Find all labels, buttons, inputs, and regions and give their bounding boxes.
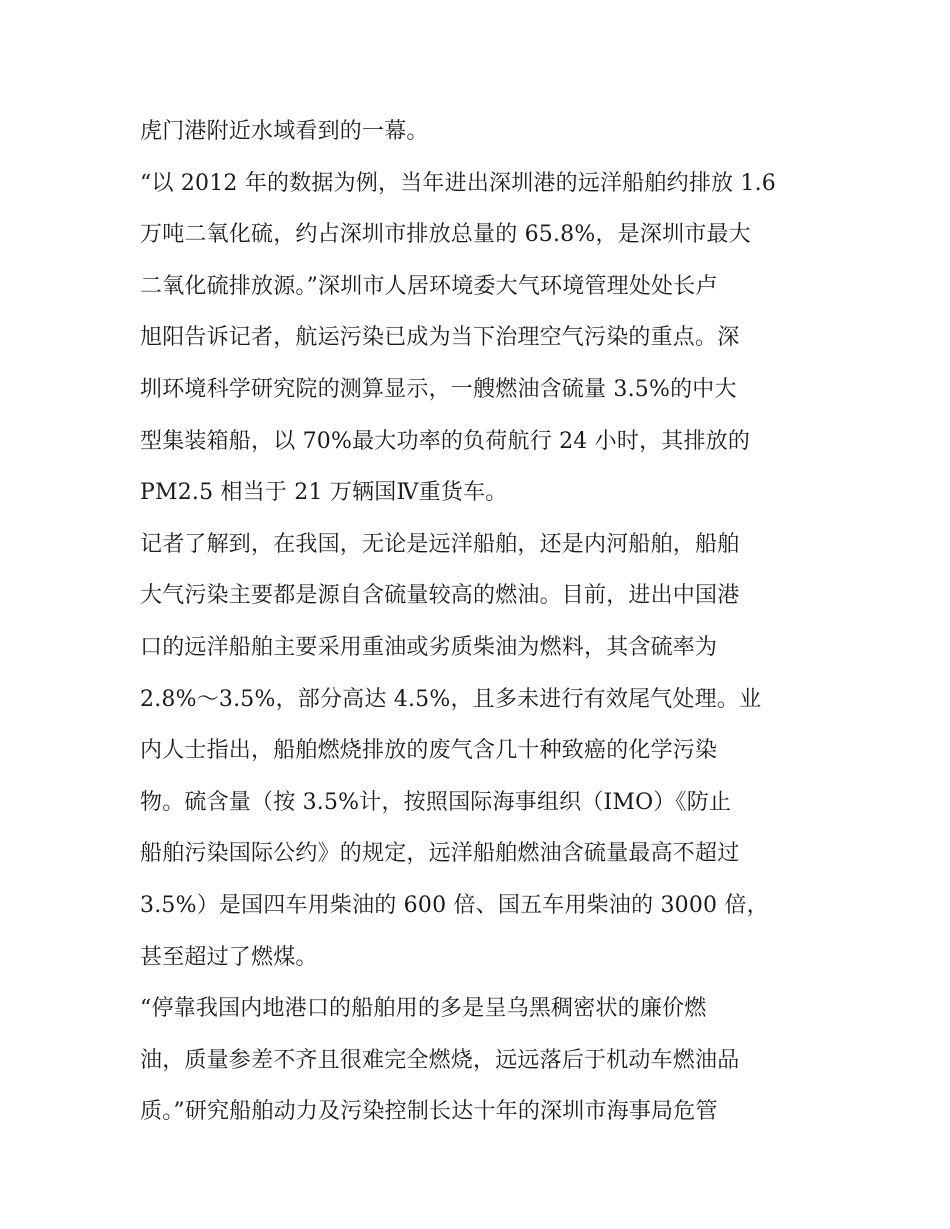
text-line: 3.5%）是国四车用柴油的 600 倍、国五车用柴油的 3000 倍， <box>140 892 769 918</box>
text-line: 二氧化硫排放源。”深圳市人居环境委大气环境管理处处长卢 <box>140 273 718 299</box>
text-line: 物。硫含量（按 3.5%计，按照国际海事组织（IMO）《防止 <box>140 789 732 815</box>
text-line: 船舶污染国际公约》的规定，远洋船舶燃油含硫量最高不超过 <box>140 841 740 867</box>
text-line: “以 2012 年的数据为例，当年进出深圳港的远洋船舶约排放 1.6 <box>140 170 777 196</box>
text-line: PM2.5 相当于 21 万辆国Ⅳ重货车。 <box>140 480 508 506</box>
text-line: 大气污染主要都是源自含硫量较高的燃油。目前，进出中国港 <box>140 583 740 609</box>
text-line: 记者了解到，在我国，无论是远洋船舶，还是内河船舶，船舶 <box>140 531 740 557</box>
text-line: 口的远洋船舶主要采用重油或劣质柴油为燃料，其含硫率为 <box>140 634 718 660</box>
text-line: 圳环境科学研究院的测算显示，一艘燃油含硫量 3.5%的中大 <box>140 376 737 402</box>
text-line: “停靠我国内地港口的船舶用的多是呈乌黑稠密状的廉价燃 <box>140 996 707 1022</box>
text-line: 内人士指出，船舶燃烧排放的废气含几十种致癌的化学污染 <box>140 738 718 764</box>
text-line: 2.8%～3.5%，部分高达 4.5%，且多未进行有效尾气处理。业 <box>140 686 762 712</box>
text-line: 虎门港附近水域看到的一幕。 <box>140 119 429 144</box>
text-line: 型集装箱船，以 70%最大功率的负荷航行 24 小时，其排放的 <box>140 428 751 454</box>
text-line: 油，质量参差不齐且很难完全燃烧，远远落后于机动车燃油品 <box>140 1047 740 1073</box>
text-line: 质。”研究船舶动力及污染控制长达十年的深圳市海事局危管 <box>140 1099 718 1125</box>
text-line: 旭阳告诉记者，航运污染已成为当下治理空气污染的重点。深 <box>140 325 740 351</box>
text-line: 万吨二氧化硫，约占深圳市排放总量的 65.8%，是深圳市最大 <box>140 222 751 248</box>
text-line: 甚至超过了燃煤。 <box>140 944 318 970</box>
article-body <box>140 106 820 1138</box>
